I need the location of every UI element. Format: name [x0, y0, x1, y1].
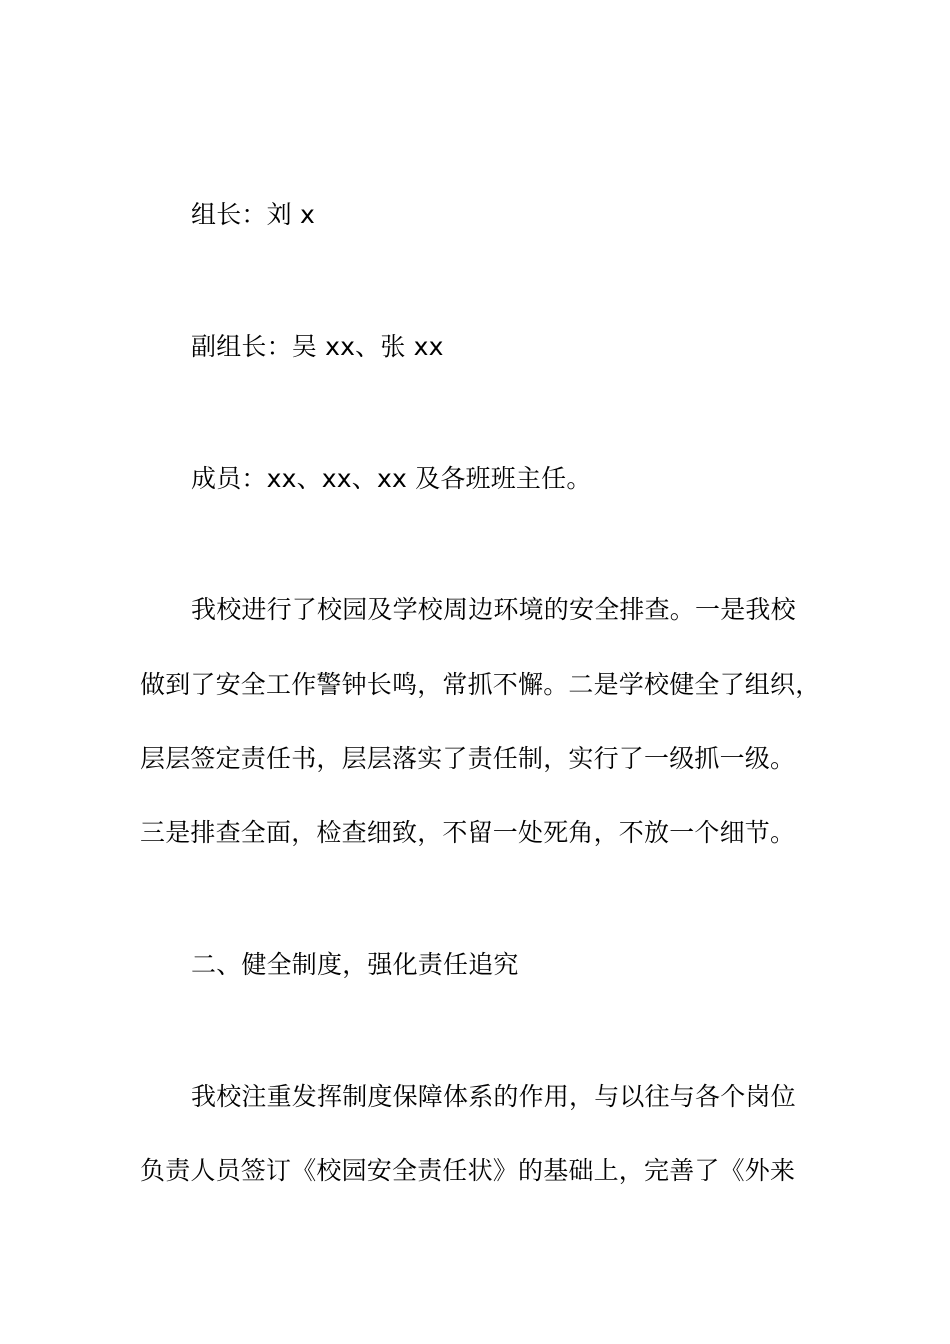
paragraph-1-line-4: 三是排查全面，检查细致，不留一处死角，不放一个细节。	[140, 818, 796, 847]
section-heading: 二、健全制度，强化责任追究	[191, 950, 519, 979]
paragraph-2-line-2: 负责人员签订《校园安全责任状》的基础上，完善了《外来	[140, 1156, 796, 1185]
deputy-leader-line: 副组长：吴 xx、张 xx	[191, 332, 444, 361]
paragraph-2-line-1: 我校注重发挥制度保障体系的作用，与以往与各个岗位	[191, 1082, 796, 1111]
paragraph-1-line-3: 层层签定责任书，层层落实了责任制，实行了一级抓一级。	[140, 744, 796, 773]
paragraph-1-line-2: 做到了安全工作警钟长鸣，常抓不懈。二是学校健全了组织，	[140, 670, 821, 699]
team-leader-line: 组长：刘 x	[191, 200, 315, 229]
paragraph-1-line-1: 我校进行了校园及学校周边环境的安全排查。一是我校	[191, 595, 796, 624]
members-line: 成员：xx、xx、xx 及各班班主任。	[191, 464, 592, 493]
